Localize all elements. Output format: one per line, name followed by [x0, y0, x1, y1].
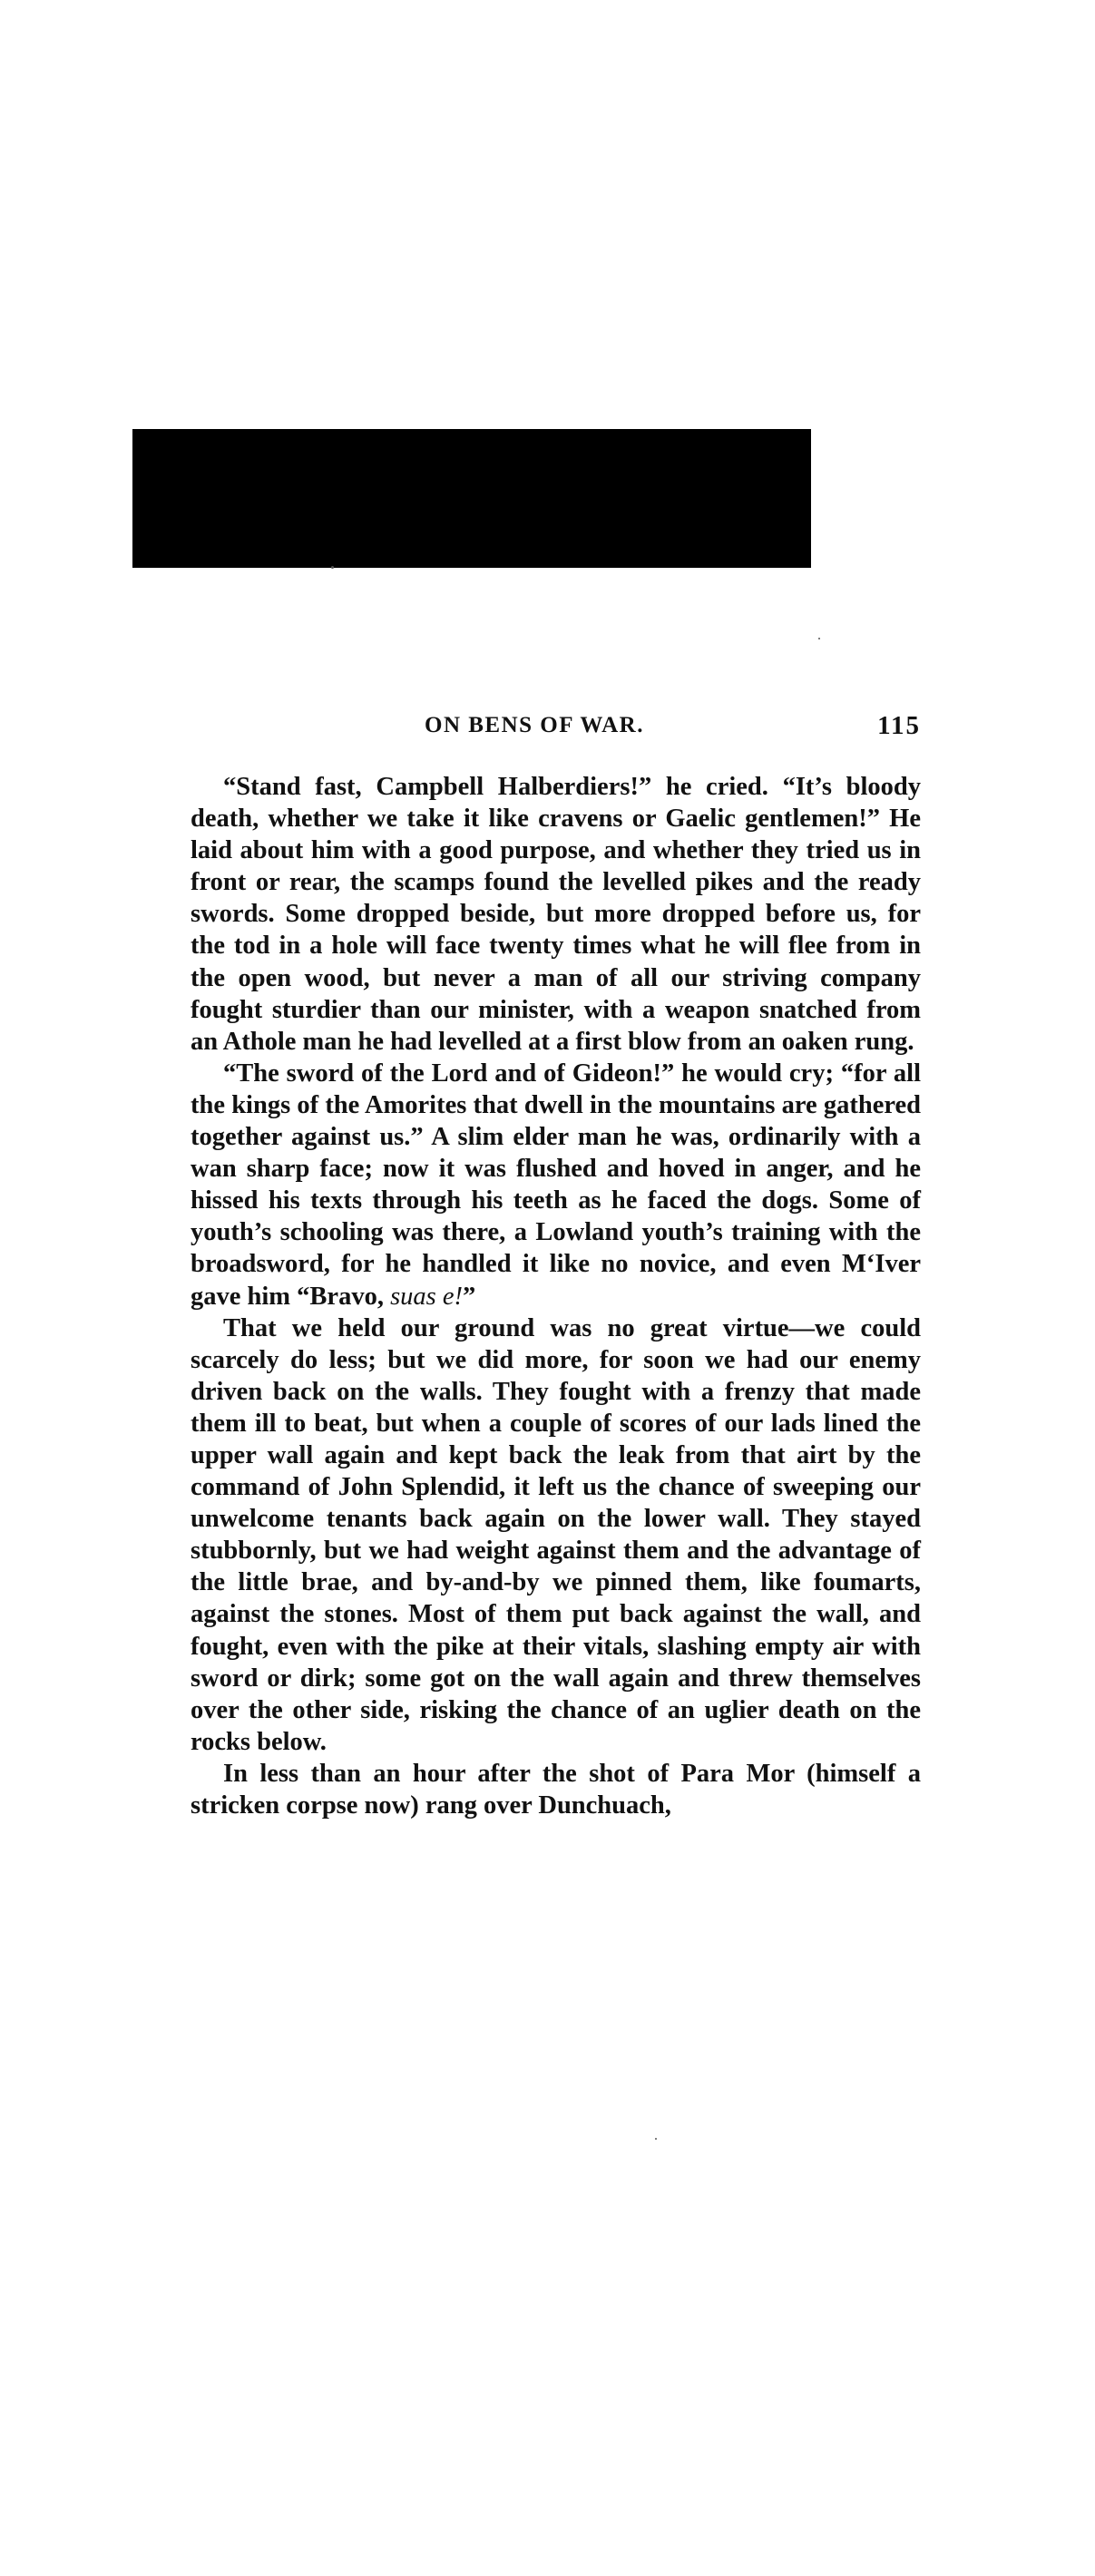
- scan-speck: [331, 566, 334, 569]
- body-text: [191, 771, 921, 1821]
- closing-quote: ”: [463, 1282, 476, 1311]
- redaction-block: [132, 429, 811, 568]
- paragraph: In less than an hour after the shot of Para Mor (himself a stricken corpse now) rang over Dunchuach,: [191, 1759, 921, 1820]
- scan-speck: [818, 638, 820, 639]
- paragraph-text: “The sword of the Lord and of Gideon!” he would cry; “for all the kings of the Amorites that dwell in the mountains are gathered together against us.” A slim elder man he was, ordinarily with a wan sharp face; now it was flushed and hoved in anger, and he hissed his texts through his teeth as he faced the dogs. Some of youth’s schooling was there, a Lowland youth’s training with the broadsword, for he handled it like no novice, and even M‘Iver gave him “Bravo,: [191, 1059, 921, 1311]
- page-number: 115: [877, 711, 921, 740]
- italic-phrase: suas e!: [390, 1282, 464, 1311]
- running-head: [191, 713, 921, 749]
- scan-speck: [655, 2138, 657, 2140]
- paragraph: “Stand fast, Campbell Halberdiers!” he cried. “It’s bloody death, whether we take it like cravens or Gaelic gentlemen!” He laid about him with a good purpose, and whether they tried us in front or rear, the scamps found the levelled pikes and the ready swords. Some dropped beside, but more dropped before us, for the tod in a hole will face twenty times what he will flee from in the open wood, but never a man of all our striving company fought sturdier than our minister, with a weapon snatched from an Athole man he had levelled at a first blow from an oaken rung.: [191, 773, 921, 1056]
- running-title: ON BENS OF WAR.: [425, 713, 644, 737]
- paragraph: That we held our ground was no great virtue—we could scarcely do less; but we did more, for soon we had our enemy driven back on the walls. They fought with a frenzy that made them ill to beat, but when a couple of scores of our lads lined the upper wall again and kept back the leak from that airt by the command of John Splendid, it left us the chance of sweeping our unwelcome tenants back again on the lower wall. They stayed stubbornly, but we had weight against them and the advantage of the little brae, and by-and-by we pinned them, like foumarts, against the stones. Most of them put back against the wall, and fought, even with the pike at their vitals, slashing empty air with sword or dirk; some got on the wall again and threw themselves over the other side, risking the chance of an uglier death on the rocks below.: [191, 1313, 921, 1756]
- paragraph: [191, 1058, 921, 1312]
